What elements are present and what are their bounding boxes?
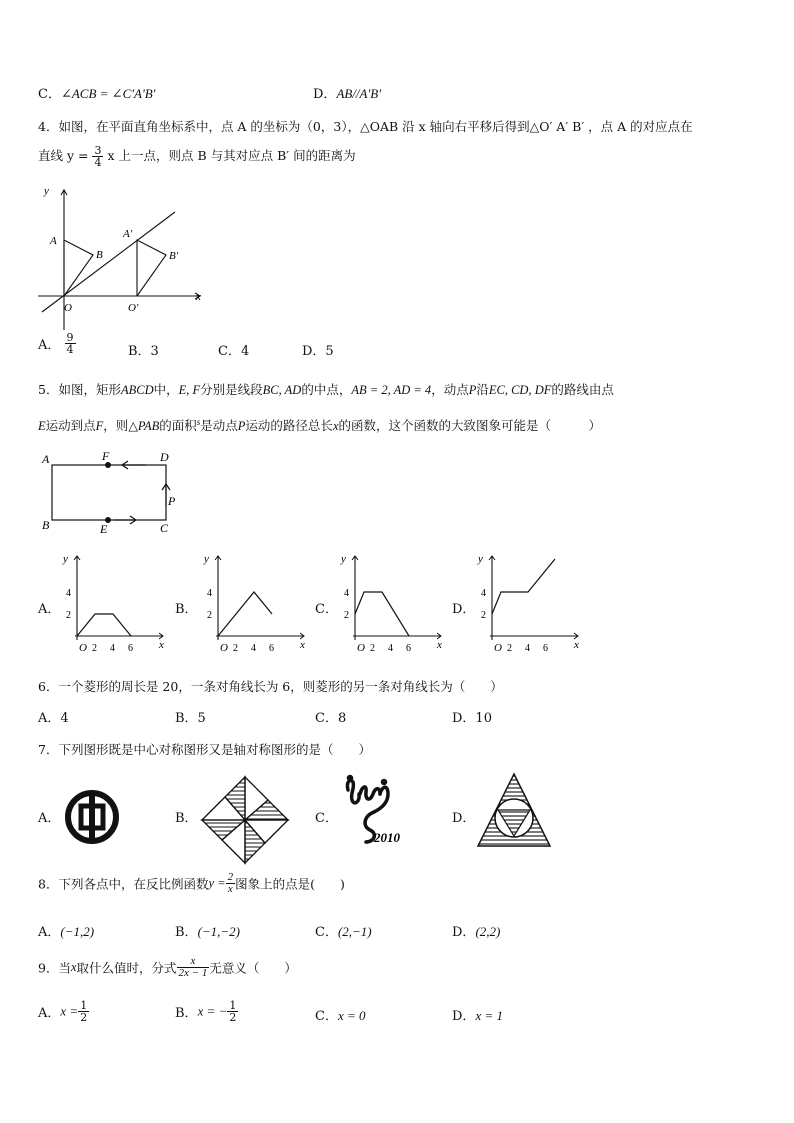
q8-text: 8．下列各点中，在反比例函数y = $\frac{2}{x}$ 图象上的点是( ) bbox=[38, 871, 345, 895]
q7-option-c-label[interactable]: C． bbox=[315, 811, 338, 826]
q5-option-b-label[interactable]: B． bbox=[175, 602, 198, 617]
q9-option-c[interactable]: C．x = 0 bbox=[315, 1008, 366, 1024]
q4-label-x: x bbox=[196, 291, 201, 303]
graph-tick-y4: 4 bbox=[481, 588, 486, 599]
q4-label-y: y bbox=[44, 185, 49, 197]
q5-rectangle bbox=[52, 465, 166, 520]
q4-figure bbox=[30, 180, 215, 330]
q9-option-d[interactable]: D．x = 1 bbox=[452, 1008, 503, 1024]
graph-tick-y4: 4 bbox=[66, 588, 71, 599]
q4-label-b-prime: B′ bbox=[169, 250, 179, 262]
graph-label-x: x bbox=[300, 639, 305, 651]
graph-tick-x4: 4 bbox=[388, 643, 393, 654]
graph-label-x: x bbox=[437, 639, 442, 651]
q8-option-d[interactable]: D．(2,2) bbox=[452, 924, 501, 940]
q4-option-a[interactable]: A． $\frac{9}{4}$ bbox=[38, 331, 74, 356]
q7-triangle-d-icon[interactable] bbox=[474, 770, 554, 850]
graph-tick-x2: 2 bbox=[370, 643, 375, 654]
q5-rectangle-figure bbox=[38, 448, 188, 538]
graph-tick-x2: 2 bbox=[92, 643, 97, 654]
q4-text-line1: 4．如图，在平面直角坐标系中，点 A 的坐标为（0，3），△OAB 沿 x 轴向右平移后得到△O′ A′ B′ ，点 A 的对应点在 bbox=[38, 119, 693, 134]
q5-label-d: D bbox=[160, 450, 169, 464]
q4-option-b[interactable]: B．3 bbox=[128, 344, 159, 359]
graph-tick-x2: 2 bbox=[507, 643, 512, 654]
q9-option-b[interactable]: B．x = − $\frac{1}{2}$ bbox=[175, 999, 237, 1024]
graph-tick-x4: 4 bbox=[110, 643, 115, 654]
graph-curve bbox=[218, 592, 272, 636]
graph-tick-x6: 6 bbox=[543, 643, 548, 654]
q5-label-p: P bbox=[168, 494, 176, 508]
graph-label-y: y bbox=[478, 553, 483, 565]
graph-curve bbox=[77, 614, 131, 636]
q6-option-a[interactable]: A．4 bbox=[38, 711, 69, 726]
graph-label-y: y bbox=[204, 553, 209, 565]
q4-line bbox=[42, 212, 175, 312]
q5-label-a: A bbox=[42, 452, 50, 466]
q6-option-d[interactable]: D．10 bbox=[452, 711, 492, 726]
q4-label-o: O bbox=[64, 302, 72, 314]
q8-option-c[interactable]: C．(2,−1) bbox=[315, 924, 372, 940]
graph-label-o: O bbox=[357, 642, 365, 654]
graph-tick-y4: 4 bbox=[344, 588, 349, 599]
q5-label-c: C bbox=[160, 521, 169, 535]
q5-graph-d[interactable] bbox=[470, 548, 585, 656]
q4-option-d[interactable]: D．5 bbox=[302, 344, 334, 359]
q5-label-b: B bbox=[42, 518, 50, 532]
q5-graph-b[interactable] bbox=[196, 548, 311, 656]
q5-option-d-label[interactable]: D． bbox=[452, 602, 476, 617]
q7-logo-c-icon[interactable] bbox=[340, 772, 408, 854]
q9-text: 9．当x取什么值时，分式 $\frac{x}{2x - 1}$ 无意义（ ） bbox=[38, 955, 297, 979]
graph-tick-y4: 4 bbox=[207, 588, 212, 599]
q4-option-c[interactable]: C．4 bbox=[218, 344, 250, 359]
graph-curve bbox=[492, 559, 555, 614]
q9-option-a[interactable]: A．x = $\frac{1}{2}$ bbox=[38, 999, 88, 1024]
q3-option-c[interactable]: C．∠ACB = ∠C'A'B' bbox=[38, 86, 156, 102]
graph-tick-x2: 2 bbox=[233, 643, 238, 654]
q7-option-a-label[interactable]: A． bbox=[38, 811, 61, 826]
graph-label-y: y bbox=[341, 553, 346, 565]
q3-option-d[interactable]: D．AB//A'B' bbox=[313, 86, 381, 102]
graph-label-o: O bbox=[220, 642, 228, 654]
q5-text-line2: E运动到点F，则△PAB的面积$^s$是动点P运动的路径总长x的函数，这个函数的大致图象可能是（ ） bbox=[38, 416, 602, 433]
q4-text-line2: 直线 y = $\frac{3}{4}$ x 上一点，则点 B 与其对应点 B′ 间的距离为 bbox=[38, 144, 356, 169]
q7-logo-a-icon[interactable] bbox=[63, 788, 121, 846]
q7-pinwheel-b-icon[interactable] bbox=[198, 773, 293, 868]
q4-label-a: A bbox=[50, 235, 57, 247]
q5-graph-c[interactable] bbox=[333, 548, 448, 656]
q8-option-a[interactable]: A．(−1,2) bbox=[38, 924, 95, 940]
q5-option-c-label[interactable]: C． bbox=[315, 602, 338, 617]
q5-label-f: F bbox=[102, 449, 110, 463]
q6-option-c[interactable]: C．8 bbox=[315, 711, 347, 726]
graph-label-y: y bbox=[63, 553, 68, 565]
q4-triangle-oab bbox=[64, 240, 93, 296]
graph-tick-y2: 2 bbox=[344, 610, 349, 621]
q6-text: 6．一个菱形的周长是 20，一条对角线长为 6，则菱形的另一条对角线长为（ ） bbox=[38, 679, 503, 694]
q4-label-b: B bbox=[96, 249, 103, 261]
graph-curve bbox=[355, 592, 409, 636]
q5-graph-a[interactable] bbox=[55, 548, 170, 656]
q8-option-b[interactable]: B．(−1,−2) bbox=[175, 924, 241, 940]
graph-label-o: O bbox=[494, 642, 502, 654]
q4-label-a-prime: A′ bbox=[123, 228, 133, 240]
q4-fraction: $\frac{3}{4}$ bbox=[94, 144, 102, 169]
q6-option-b[interactable]: B．5 bbox=[175, 711, 206, 726]
graph-tick-x6: 6 bbox=[128, 643, 133, 654]
graph-tick-y2: 2 bbox=[207, 610, 212, 621]
graph-tick-x4: 4 bbox=[251, 643, 256, 654]
q7-logo-c-year: 2010 bbox=[374, 830, 400, 845]
q4-label-o-prime: O′ bbox=[128, 302, 139, 314]
graph-tick-y2: 2 bbox=[481, 610, 486, 621]
graph-tick-x6: 6 bbox=[269, 643, 274, 654]
q7-text: 7．下列图形既是中心对称图形又是轴对称图形的是（ ） bbox=[38, 742, 371, 757]
q7-option-d-label[interactable]: D． bbox=[452, 811, 476, 826]
graph-label-o: O bbox=[79, 642, 87, 654]
q5-option-a-label[interactable]: A． bbox=[38, 602, 61, 617]
q5-text-line1: 5．如图，矩形ABCD中，E, F分别是线段BC, AD的中点，AB = 2, AD = 4，动点P沿EC, CD, DF的路线由点 bbox=[38, 382, 614, 397]
graph-tick-x6: 6 bbox=[406, 643, 411, 654]
graph-label-x: x bbox=[574, 639, 579, 651]
q5-label-e: E bbox=[100, 522, 108, 536]
q4-triangle-oab-prime bbox=[137, 240, 166, 296]
q7-option-b-label[interactable]: B． bbox=[175, 811, 198, 826]
graph-tick-x4: 4 bbox=[525, 643, 530, 654]
graph-tick-y2: 2 bbox=[66, 610, 71, 621]
graph-label-x: x bbox=[159, 639, 164, 651]
